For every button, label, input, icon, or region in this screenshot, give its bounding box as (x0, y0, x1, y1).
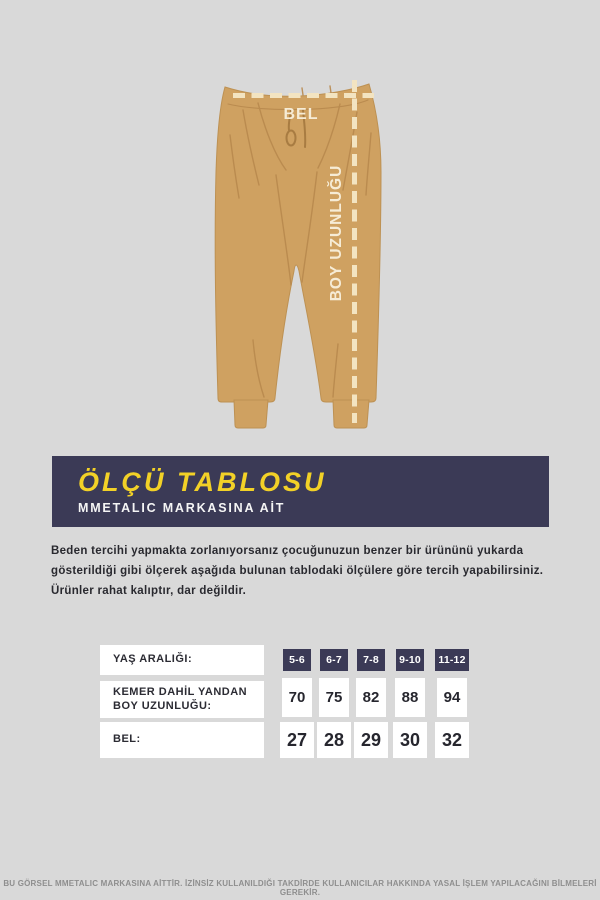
length-value: 70 (282, 678, 312, 717)
waist-value: 32 (435, 722, 469, 758)
size-column-9-10 (393, 645, 427, 760)
waist-value: 27 (280, 722, 314, 758)
age-header: 6-7 (320, 649, 348, 671)
age-header: 11-12 (435, 649, 469, 671)
age-header: 7-8 (357, 649, 385, 671)
size-table (100, 645, 470, 760)
waist-value: 29 (354, 722, 388, 758)
length-value: 94 (437, 678, 467, 717)
age-header: 9-10 (396, 649, 424, 671)
waist-value: 28 (317, 722, 351, 758)
page-title: ÖLÇÜ TABLOSU (78, 467, 327, 497)
row-label-age: YAŞ ARALIĞI: (100, 645, 264, 675)
length-value: 75 (319, 678, 349, 717)
row-label-waist: BEL: (100, 722, 264, 758)
row-label-length: KEMER DAHİL YANDAN BOY UZUNLUĞU: (100, 681, 264, 718)
age-header: 5-6 (283, 649, 311, 671)
length-value: 82 (356, 678, 386, 717)
size-guide-description: Beden tercihi yapmakta zorlanıyorsanız çocuğunuzun benzer bir ürününü yukarda gösterildiği gibi ölçerek aşağıda bulunan tablodaki ölçülere göre tercih yapabilirsiniz. Ürünler rahat kalıptır, dar değildir. (51, 545, 544, 597)
size-column-7-8 (354, 645, 388, 760)
size-column-6-7 (317, 645, 351, 760)
title-banner (52, 456, 549, 527)
waist-measure-label: BEL (283, 106, 319, 123)
length-value: 88 (395, 678, 425, 717)
brand-subtitle: MMETALIC MARKASINA AİT (78, 501, 286, 515)
copyright-footer: BU GÖRSEL MMETALIC MARKASINA AİTTİR. İZİNSİZ KULLANILDIĞI TAKDİRDE KULLANICILAR HAKKINDA YASAL İŞLEM YAPILACAĞINI BİLMELERİ GEREKİR. (3, 879, 597, 897)
size-column-11-12 (435, 645, 469, 760)
left-cuff (234, 400, 268, 428)
right-cuff (333, 400, 369, 428)
pants-silhouette (215, 84, 381, 402)
waist-value: 30 (393, 722, 427, 758)
size-column-5-6 (280, 645, 314, 760)
length-measure-label: BOY UZUNLUĞU (328, 164, 345, 302)
